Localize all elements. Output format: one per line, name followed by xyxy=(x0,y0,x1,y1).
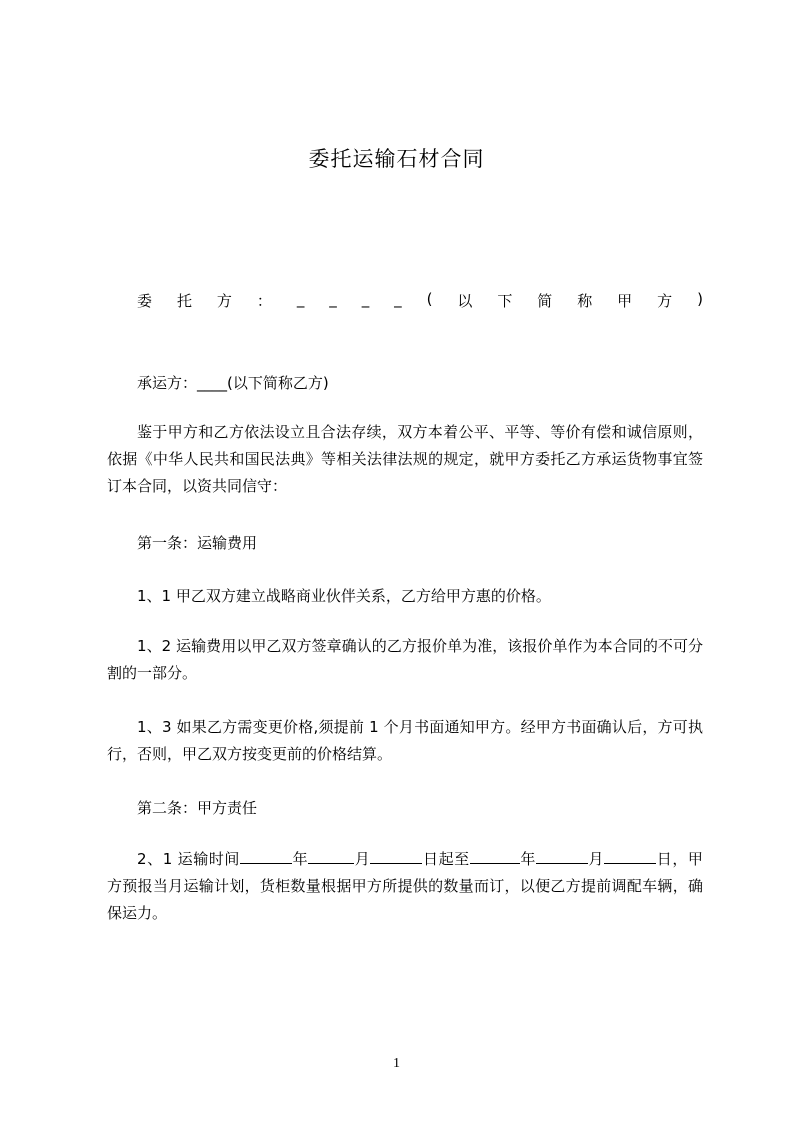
intro-paragraph: 鉴于甲方和乙方依法设立且合法存续，双方本着公平、平等、等价有偿和诚信原则，依据《中华人民共和国民法典》等相关法律法规的规定，就甲方委托乙方承运货物事宜签订本合同，以资共同信守： xyxy=(107,423,703,495)
day-from-label: 日起至 xyxy=(422,850,470,868)
party-a-char: 方 xyxy=(216,292,232,310)
party-a-char: 下 xyxy=(497,292,513,310)
article-1-heading: 第一条：运输费用 xyxy=(137,534,258,552)
party-a-char: 简 xyxy=(537,292,553,310)
party-a-char: _ xyxy=(296,290,305,308)
party-a-char: 委 xyxy=(137,292,153,310)
party-a-char: ) xyxy=(697,290,703,308)
party-a-char: ( xyxy=(426,290,433,308)
party-b-line: 承运方：____(以下简称乙方) xyxy=(137,374,329,392)
article-2-item-1 xyxy=(107,846,703,927)
party-a-char: 方 xyxy=(657,292,673,310)
document-title: 委托运输石材合同 xyxy=(308,147,485,171)
party-a-char: 称 xyxy=(577,292,593,310)
month-label: 月 xyxy=(354,850,371,868)
page-number: 1 xyxy=(393,1056,400,1071)
article-2-heading: 第二条：甲方责任 xyxy=(137,799,258,817)
party-a-char: 托 xyxy=(176,292,192,310)
party-a-char: _ xyxy=(361,290,370,308)
item-rest: 日，甲方预报当月运输计划，货柜数量根据甲方所提供的数量而订，以便乙方提前调配车辆，确保运力。 xyxy=(107,850,703,922)
party-a-char: _ xyxy=(394,290,402,308)
fill-blank xyxy=(536,849,588,864)
party-a-char: 以 xyxy=(457,292,473,310)
party-a-line xyxy=(137,290,703,311)
article-1-item-3: 1、3 如果乙方需变更价格,须提前 1 个月书面通知甲方。经甲方书面确认后，方可执行，否则，甲乙双方按变更前的价格结算。 xyxy=(107,718,703,763)
fill-blank xyxy=(604,849,656,864)
item-prefix: 2、1 运输时间 xyxy=(137,850,241,868)
party-a-char: ： xyxy=(256,292,272,310)
month-label: 月 xyxy=(587,850,605,868)
year-label: 年 xyxy=(292,850,309,868)
fill-blank xyxy=(370,849,422,864)
article-1-item-2: 1、2 运输费用以甲乙双方签章确认的乙方报价单为准，该报价单作为本合同的不可分割的一部分。 xyxy=(107,637,703,682)
party-a-char: _ xyxy=(329,290,337,308)
fill-blank xyxy=(470,849,520,864)
fill-blank xyxy=(308,849,354,864)
fill-blank xyxy=(240,849,292,864)
year-label: 年 xyxy=(519,850,536,868)
party-a-char: 甲 xyxy=(617,292,633,310)
article-1-item-1: 1、1 甲乙双方建立战略商业伙伴关系，乙方给甲方惠的价格。 xyxy=(137,587,551,605)
